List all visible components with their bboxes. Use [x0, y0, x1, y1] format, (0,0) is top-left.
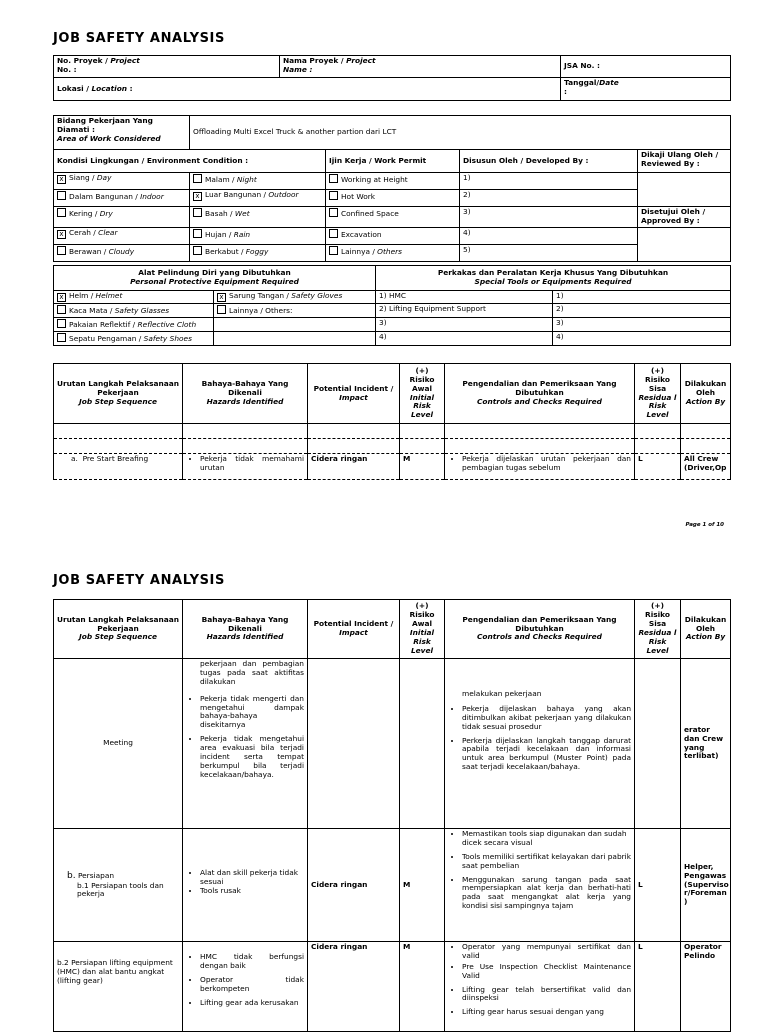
project-header-table [53, 55, 731, 101]
action-cell: Operator Pelindo [681, 942, 731, 1032]
checkbox-icon[interactable] [217, 305, 226, 314]
action-cell: erator dan Crew yang terlibat) [681, 659, 731, 829]
initial-risk-cell: M [400, 942, 445, 1032]
cond-foggy[interactable]: Berkabut / Foggy [190, 244, 326, 261]
step-cell: a. Pre Start Breafing [54, 454, 183, 480]
cond-clear[interactable]: x Cerah / Clear [54, 227, 190, 244]
table-row [54, 454, 731, 480]
tool-right-1: 1) [553, 291, 731, 304]
checkbox-icon[interactable] [329, 208, 338, 217]
permit-height[interactable]: Working at Height [326, 173, 460, 190]
ppe-helmet[interactable]: x Helm / Helmet [54, 291, 214, 304]
hazard-cell: • Pekerja tidak memahami urutan [183, 454, 308, 480]
cond-indoor[interactable]: Dalam Bangunan / Indoor [54, 190, 190, 207]
incident-cell [308, 659, 400, 829]
env-condition-header: Kondisi Lingkungan / Environment Condition : [54, 150, 326, 173]
checkbox-icon[interactable] [329, 246, 338, 255]
developer-1: 1) [460, 173, 638, 190]
action-cell: All Crew (Driver,Op [681, 454, 731, 480]
area-value: Offloading Multi Excel Truck & another partion dari LCT [190, 116, 731, 150]
step-cell: Meeting [54, 659, 183, 829]
ppe-header: Alat Pelindung Diri yang Dibutuhkan Personal Protective Equipment Required [54, 266, 376, 291]
ppe-others[interactable]: Lainnya / Others: [214, 304, 376, 318]
checkbox-icon[interactable] [193, 208, 202, 217]
approved-by-header: Disetujui Oleh / Approved By : [638, 207, 731, 228]
checkbox-icon[interactable]: x [193, 192, 202, 201]
table-row [54, 942, 731, 1032]
cond-day[interactable]: x Siang / Day [54, 173, 190, 190]
area-label: Bidang Pekerjaan Yang Diamati : Area of Work Considered [54, 116, 190, 150]
cond-rain[interactable]: Hujan / Rain [190, 227, 326, 244]
tool-4: 4) [376, 332, 553, 346]
work-permit-header: Ijin Kerja / Work Permit [326, 150, 460, 173]
jsa-no-field: JSA No. : [561, 56, 731, 78]
col-incident-header: Potential Incident / Impact [308, 364, 400, 424]
page-title: JOB SAFETY ANALYSIS [53, 31, 225, 46]
action-cell: Helper, Pengawas (Superviso r/Foreman ) [681, 829, 731, 942]
checkbox-icon[interactable] [57, 333, 66, 342]
hazard-cell: pekerjaan dan pembagian tugas pada saat aktifitas dilakukan • Pekerja tidak mengerti dan mengetahui dampak bahaya-bahaya disekitarnya • Pekerja tidak mengetahui area evakuasi bila terjadi incident serta tempat berkumpul bila terjadi kecelakaan/bahaya. [183, 659, 308, 829]
table-row [54, 659, 731, 829]
ppe-reflective[interactable]: Pakaian Reflektif / Reflective Cloth [54, 318, 214, 332]
cond-dry[interactable]: Kering / Dry [54, 207, 190, 228]
developer-5: 5) [460, 244, 638, 261]
checkbox-icon[interactable] [329, 229, 338, 238]
tool-2: 2) Lifting Equipment Support [376, 304, 553, 318]
checkbox-icon[interactable] [57, 246, 66, 255]
jsa-table-page2 [53, 599, 731, 1032]
checkbox-icon[interactable] [57, 319, 66, 328]
conditions-table [53, 115, 731, 262]
ppe-shoes[interactable]: Sepatu Pengaman / Safety Shoes [54, 332, 214, 346]
step-cell: b.2 Persiapan lifting equipment (HMC) dan alat bantu angkat (lifting gear) [54, 942, 183, 1032]
tool-3: 3) [376, 318, 553, 332]
col-initial-risk-header: (+) Risiko Awal Initial Risk Level [400, 364, 445, 424]
control-cell: • Pekerja dijelaskan urutan pekerjaan dan pembagian tugas sebelum [445, 454, 635, 480]
permit-others[interactable]: Lainnya / Others [326, 244, 460, 261]
location-field: Lokasi / Location : [54, 78, 561, 101]
residual-risk-cell: L [635, 942, 681, 1032]
incident-cell: Cidera ringan [308, 942, 400, 1032]
ppe-empty-1 [214, 318, 376, 332]
col-controls-header: Pengendalian dan Pemeriksaan Yang Dibutuhkan Controls and Checks Required [445, 600, 635, 659]
checkbox-icon[interactable] [193, 246, 202, 255]
approved-by-value [638, 227, 731, 261]
checkbox-icon[interactable]: x [217, 293, 226, 302]
page-title: JOB SAFETY ANALYSIS [53, 573, 225, 588]
control-cell: • Memastikan tools siap digunakan dan sudah dicek secara visual • Tools memiliki sertifikat kelayakan dari pabrik saat pembelian • Menggunakan sarung tangan pada saat mempersiapkan alat kerja dan berhati-hati pada saat mengangkat alat kerja yang kondisi sisi sampingnya tajam [445, 829, 635, 942]
checkbox-icon[interactable] [193, 229, 202, 238]
checkbox-icon[interactable] [329, 191, 338, 200]
col-action-header: Dilakukan Oleh Action By [681, 364, 731, 424]
cond-wet[interactable]: Basah / Wet [190, 207, 326, 228]
jsa-table-page1 [53, 363, 731, 480]
permit-confined[interactable]: Confined Space [326, 207, 460, 228]
page-number: Page 1 of 10 [685, 522, 724, 528]
tool-right-3: 3) [553, 318, 731, 332]
col-incident-header: Potential Incident / Impact [308, 600, 400, 659]
permit-excavation[interactable]: Excavation [326, 227, 460, 244]
checkbox-icon[interactable] [57, 191, 66, 200]
hazard-cell: • Alat dan skill pekerja tidak sesuai • Tools rusak [183, 829, 308, 942]
tool-right-2: 2) [553, 304, 731, 318]
checkbox-icon[interactable] [57, 305, 66, 314]
checkbox-icon[interactable]: x [57, 293, 66, 302]
ppe-empty-2 [214, 332, 376, 346]
step-cell: b. Persiapan b.1 Persiapan tools dan pekerja [54, 829, 183, 942]
tool-1: 1) HMC [376, 291, 553, 304]
table-row [54, 829, 731, 942]
col-step-header: Urutan Langkah Pelaksanaan Pekerjaan Job Step Sequence [54, 364, 183, 424]
checkbox-icon[interactable]: x [57, 230, 66, 239]
residual-risk-cell: L [635, 829, 681, 942]
tools-header: Perkakas dan Peralatan Kerja Khusus Yang Dibutuhkan Special Tools or Equipments Required [376, 266, 731, 291]
ppe-glasses[interactable]: Kaca Mata / Safety Glasses [54, 304, 214, 318]
project-name-field: Nama Proyek / Project Name : [280, 56, 561, 78]
project-no-field: No. Proyek / Project No. : [54, 56, 280, 78]
checkbox-icon[interactable] [193, 174, 202, 183]
checkbox-icon[interactable] [57, 208, 66, 217]
col-initial-risk-header: (+) Risiko Awal Initial Risk Level [400, 600, 445, 659]
developer-2: 2) [460, 190, 638, 207]
col-residual-risk-header: (+) Risiko Sisa Residua l Risk Level [635, 600, 681, 659]
col-hazard-header: Bahaya-Bahaya Yang Dikenali Hazards Identified [183, 600, 308, 659]
initial-risk-cell: M [400, 454, 445, 480]
col-action-header: Dilakukan Oleh Action By [681, 600, 731, 659]
ppe-gloves[interactable]: x Sarung Tangan / Safety Gloves [214, 291, 376, 304]
checkbox-icon[interactable] [329, 174, 338, 183]
incident-cell: Cidera ringan [308, 829, 400, 942]
col-controls-header: Pengendalian dan Pemeriksaan Yang Dibutuhkan Controls and Checks Required [445, 364, 635, 424]
col-step-header: Urutan Langkah Pelaksanaan Pekerjaan Job Step Sequence [54, 600, 183, 659]
checkbox-icon[interactable]: x [57, 175, 66, 184]
permit-hot-work[interactable]: Hot Work [326, 190, 460, 207]
incident-cell: Cidera ringan [308, 454, 400, 480]
col-residual-risk-header: (+) Risiko Sisa Residua l Risk Level [635, 364, 681, 424]
residual-risk-cell: L [635, 454, 681, 480]
hazard-cell: • HMC tidak berfungsi dengan baik • Operator tidak berkompeten • Lifting gear ada kerusakan [183, 942, 308, 1032]
tool-right-4: 4) [553, 332, 731, 346]
developed-by-header: Disusun Oleh / Developed By : [460, 150, 638, 173]
initial-risk-cell: M [400, 829, 445, 942]
col-hazard-header: Bahaya-Bahaya Yang Dikenali Hazards Identified [183, 364, 308, 424]
residual-risk-cell [635, 659, 681, 829]
initial-risk-cell [400, 659, 445, 829]
developer-4: 4) [460, 227, 638, 244]
control-cell: • Operator yang mempunyai sertifikat dan valid • Pre Use Inspection Checklist Maintenance Valid • Lifting gear telah bersertifikat valid dan diinspeksi • Lifting gear harus sesuai dengan yang [445, 942, 635, 1032]
reviewed-by-header: Dikaji Ulang Oleh / Reviewed By : [638, 150, 731, 173]
control-cell: melakukan pekerjaan • Pekerja dijelaskan bahaya yang akan ditimbulkan akibat pekerjaan yang dilakukan tidak sesuai prosedur • Perkerja dijelaskan langkah tanggap darurat apabila terjadi kecelakaan dan informasi untuk area berkumpul (Muster Point) pada saat terjadi kecelakaan/bahaya. [445, 659, 635, 829]
developer-3: 3) [460, 207, 638, 228]
date-field: Tanggal/Date : [561, 78, 731, 101]
cond-cloudy[interactable]: Berawan / Cloudy [54, 244, 190, 261]
cond-outdoor[interactable]: x Luar Bangunan / Outdoor [190, 190, 326, 207]
ppe-table [53, 265, 731, 346]
reviewed-by-value [638, 173, 731, 207]
cond-night[interactable]: Malam / Night [190, 173, 326, 190]
